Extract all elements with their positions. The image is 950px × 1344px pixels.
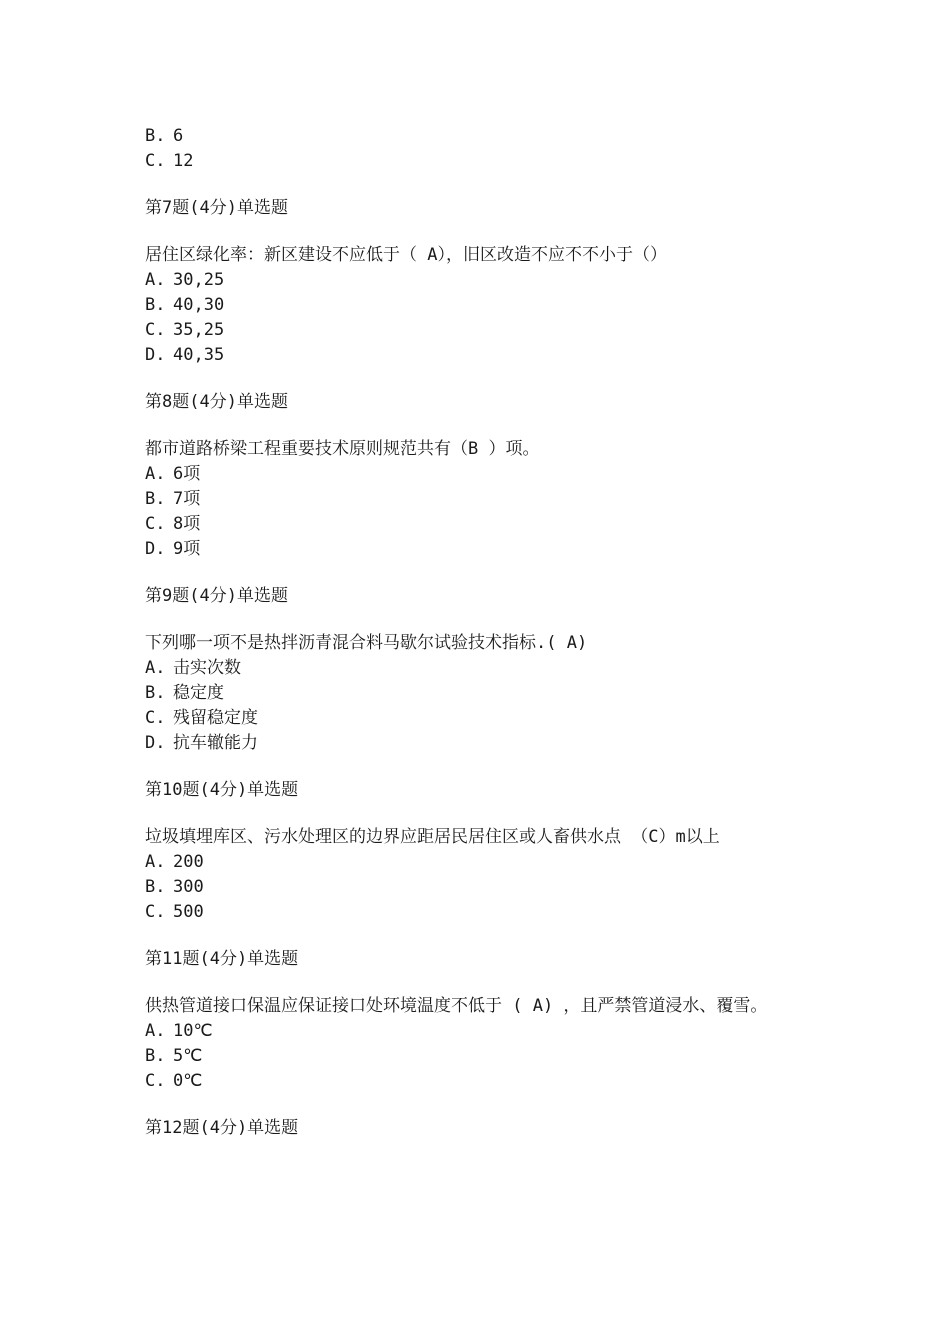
option-text: 30,25	[173, 270, 225, 290]
option-letter: D.	[145, 733, 166, 753]
option-text: 5℃	[173, 1046, 203, 1066]
option-text: 6项	[173, 464, 201, 484]
option-letter: B.	[145, 877, 166, 897]
option-letter: C.	[145, 1071, 166, 1091]
option	[145, 343, 805, 368]
option-text: 9项	[173, 539, 201, 559]
option-text: 300	[173, 877, 204, 897]
option-letter: B.	[145, 126, 166, 146]
option-letter: C.	[145, 902, 166, 922]
question-stem: 供热管道接口保温应保证接口处环境温度不低于 ( A) ，且严禁管道浸水、覆雪。	[145, 996, 768, 1016]
option-letter: C.	[145, 708, 166, 728]
option-letter: C.	[145, 151, 166, 171]
option	[145, 124, 805, 149]
option-letter: D.	[145, 539, 166, 559]
option	[145, 537, 805, 562]
option-text: 10℃	[173, 1021, 213, 1041]
option	[145, 850, 805, 875]
option	[145, 731, 805, 756]
question-block	[145, 1116, 805, 1141]
question-stem: 居住区绿化率：新区建设不应低于（ A），旧区改造不应不不小于（）	[145, 245, 667, 265]
option	[145, 1044, 805, 1069]
question-stem: 垃圾填埋库区、污水处理区的边界应距居民居住区或人畜供水点 （C）m以上	[145, 827, 720, 847]
option	[145, 875, 805, 900]
option-letter: A.	[145, 464, 166, 484]
question-header: 第7题(4分)单选题	[145, 198, 288, 218]
question-header: 第9题(4分)单选题	[145, 586, 288, 606]
option-text: 0℃	[173, 1071, 203, 1091]
option	[145, 318, 805, 343]
option-letter: D.	[145, 345, 166, 365]
option	[145, 1069, 805, 1094]
option-text: 40,30	[173, 295, 225, 315]
question-header: 第11题(4分)单选题	[145, 949, 299, 969]
option-text: 500	[173, 902, 204, 922]
question-block	[145, 584, 805, 756]
leading-options	[145, 124, 805, 174]
option	[145, 268, 805, 293]
option	[145, 681, 805, 706]
question-stem: 下列哪一项不是热拌沥青混合料马歇尔试验技术指标.( A)	[145, 633, 588, 653]
question-header: 第8题(4分)单选题	[145, 392, 288, 412]
question-stem: 都市道路桥梁工程重要技术原则规范共有（B ）项。	[145, 439, 540, 459]
option-text: 40,35	[173, 345, 225, 365]
option-letter: C.	[145, 320, 166, 340]
option-text: 抗车辙能力	[173, 733, 258, 753]
option-text: 200	[173, 852, 204, 872]
question-block	[145, 778, 805, 925]
option	[145, 512, 805, 537]
option-text: 7项	[173, 489, 201, 509]
option-letter: B.	[145, 295, 166, 315]
option-text: 35,25	[173, 320, 225, 340]
option	[145, 293, 805, 318]
option	[145, 462, 805, 487]
option	[145, 706, 805, 731]
option	[145, 487, 805, 512]
question-block	[145, 390, 805, 562]
option-letter: A.	[145, 1021, 166, 1041]
option	[145, 656, 805, 681]
option-letter: B.	[145, 489, 166, 509]
option-text: 8项	[173, 514, 201, 534]
question-header: 第12题(4分)单选题	[145, 1118, 299, 1138]
option-letter: A.	[145, 658, 166, 678]
question-header: 第10题(4分)单选题	[145, 780, 299, 800]
option-letter: A.	[145, 270, 166, 290]
option	[145, 900, 805, 925]
question-block	[145, 196, 805, 368]
option	[145, 1019, 805, 1044]
option-letter: B.	[145, 683, 166, 703]
document-page	[145, 124, 805, 1163]
option-text: 残留稳定度	[173, 708, 258, 728]
option-text: 击实次数	[173, 658, 241, 678]
option-letter: B.	[145, 1046, 166, 1066]
option-text: 稳定度	[173, 683, 224, 703]
option-text: 12	[173, 151, 194, 171]
option-text: 6	[173, 126, 184, 146]
question-block	[145, 947, 805, 1094]
option	[145, 149, 805, 174]
option-letter: A.	[145, 852, 166, 872]
option-letter: C.	[145, 514, 166, 534]
